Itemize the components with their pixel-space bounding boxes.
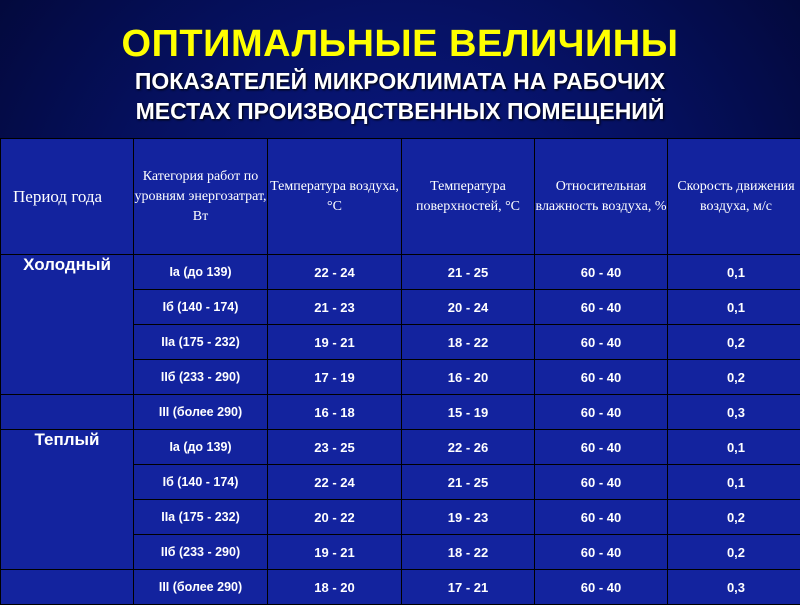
cell-humidity: 60 - 40	[535, 255, 668, 290]
cell-air-temperature: 18 - 20	[268, 570, 402, 605]
cell-surface-temperature: 16 - 20	[402, 360, 535, 395]
cell-air-temperature: 20 - 22	[268, 500, 402, 535]
cell-humidity: 60 - 40	[535, 325, 668, 360]
table-row	[1, 255, 800, 290]
cell-surface-temperature: 21 - 25	[402, 465, 535, 500]
cell-humidity: 60 - 40	[535, 430, 668, 465]
cell-air-speed: 0,3	[668, 570, 800, 605]
cell-category: III (более 290)	[134, 395, 268, 430]
table-row	[1, 395, 800, 430]
header-surface-temperature: Температура поверхностей, °С	[402, 139, 535, 255]
page-subtitle-line-1: ПОКАЗАТЕЛЕЙ МИКРОКЛИМАТА НА РАБОЧИХ	[0, 66, 800, 96]
cell-air-speed: 0,1	[668, 465, 800, 500]
cell-humidity: 60 - 40	[535, 465, 668, 500]
period-cold: Холодный	[1, 255, 134, 395]
cell-category: IIа (175 - 232)	[134, 500, 268, 535]
cell-humidity: 60 - 40	[535, 395, 668, 430]
cell-category: Iа (до 139)	[134, 430, 268, 465]
cell-category: Iб (140 - 174)	[134, 290, 268, 325]
cell-air-speed: 0,2	[668, 535, 800, 570]
header-relative-humidity: Относительная влажность воздуха, %	[535, 139, 668, 255]
cell-air-speed: 0,2	[668, 325, 800, 360]
cell-category: Iа (до 139)	[134, 255, 268, 290]
header-period: Период года	[1, 139, 134, 255]
cell-humidity: 60 - 40	[535, 500, 668, 535]
header-air-speed: Скорость движения воздуха, м/с	[668, 139, 800, 255]
cell-air-temperature: 23 - 25	[268, 430, 402, 465]
cell-category: IIб (233 - 290)	[134, 360, 268, 395]
header-air-temperature: Температура воздуха, °С	[268, 139, 402, 255]
table-header-row	[1, 139, 800, 255]
cell-air-temperature: 22 - 24	[268, 255, 402, 290]
header-category: Категория работ по уровням энергозатрат, Вт	[134, 139, 268, 255]
cell-air-temperature: 22 - 24	[268, 465, 402, 500]
cell-air-speed: 0,3	[668, 395, 800, 430]
cell-air-temperature: 19 - 21	[268, 535, 402, 570]
cell-air-speed: 0,1	[668, 430, 800, 465]
period-warm-continuation	[1, 570, 134, 605]
cell-humidity: 60 - 40	[535, 535, 668, 570]
cell-humidity: 60 - 40	[535, 360, 668, 395]
cell-surface-temperature: 17 - 21	[402, 570, 535, 605]
page-subtitle-line-2: МЕСТАХ ПРОИЗВОДСТВЕННЫХ ПОМЕЩЕНИЙ	[0, 96, 800, 126]
cell-air-speed: 0,2	[668, 500, 800, 535]
page-title: ОПТИМАЛЬНЫЕ ВЕЛИЧИНЫ	[0, 22, 800, 66]
cell-air-speed: 0,2	[668, 360, 800, 395]
cell-surface-temperature: 20 - 24	[402, 290, 535, 325]
cell-category: III (более 290)	[134, 570, 268, 605]
cell-category: IIа (175 - 232)	[134, 325, 268, 360]
microclimate-table	[0, 138, 800, 605]
table-row	[1, 570, 800, 605]
cell-surface-temperature: 18 - 22	[402, 325, 535, 360]
cell-air-temperature: 17 - 19	[268, 360, 402, 395]
cell-surface-temperature: 19 - 23	[402, 500, 535, 535]
cell-surface-temperature: 18 - 22	[402, 535, 535, 570]
cell-humidity: 60 - 40	[535, 570, 668, 605]
cell-category: IIб (233 - 290)	[134, 535, 268, 570]
cell-surface-temperature: 15 - 19	[402, 395, 535, 430]
title-block	[0, 22, 800, 126]
cell-air-speed: 0,1	[668, 290, 800, 325]
cell-surface-temperature: 22 - 26	[402, 430, 535, 465]
cell-air-temperature: 16 - 18	[268, 395, 402, 430]
cell-air-temperature: 21 - 23	[268, 290, 402, 325]
cell-category: Iб (140 - 174)	[134, 465, 268, 500]
period-cold-continuation	[1, 395, 134, 430]
table-row	[1, 430, 800, 465]
cell-humidity: 60 - 40	[535, 290, 668, 325]
cell-air-temperature: 19 - 21	[268, 325, 402, 360]
cell-surface-temperature: 21 - 25	[402, 255, 535, 290]
period-warm: Теплый	[1, 430, 134, 570]
cell-air-speed: 0,1	[668, 255, 800, 290]
